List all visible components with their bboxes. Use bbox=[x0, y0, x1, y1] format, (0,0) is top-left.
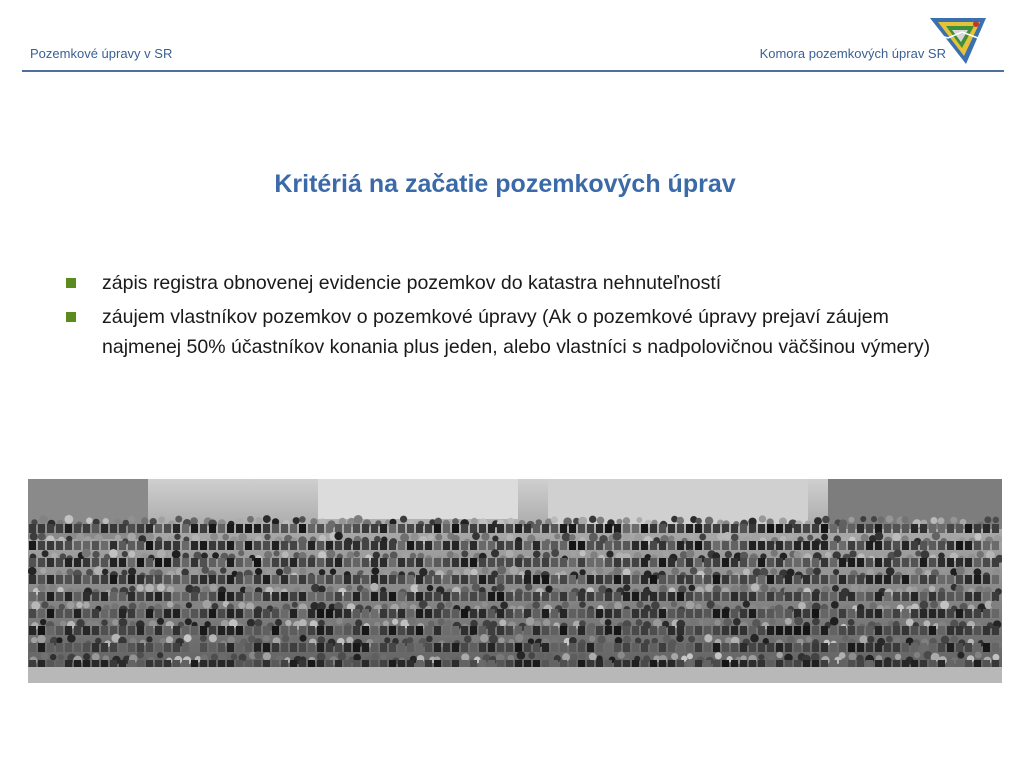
bullet-item bbox=[66, 302, 966, 362]
chamber-logo-icon bbox=[928, 14, 988, 66]
header-right-text: Komora pozemkových úprav SR bbox=[759, 46, 946, 61]
header-left-text: Pozemkové úpravy v SR bbox=[30, 46, 173, 61]
bullet-list bbox=[66, 268, 966, 366]
bullet-text: zápis registra obnovenej evidencie pozemkov do katastra nehnuteľností bbox=[102, 272, 722, 294]
bullet-text: záujem vlastníkov pozemkov o pozemkové úpravy (Ak o pozemkové úpravy prejaví záujem najmenej 50% účastníkov konania plus jeden, alebo vlastníci s nadpolovičnou väčšinou výmery) bbox=[102, 306, 931, 358]
slide-title: Kritériá na začatie pozemkových úprav bbox=[274, 170, 736, 198]
slide-header bbox=[22, 0, 1004, 72]
group-photo-image bbox=[28, 479, 1002, 683]
bullet-item bbox=[66, 268, 966, 298]
square-bullet-icon bbox=[66, 278, 76, 288]
square-bullet-icon bbox=[66, 312, 76, 322]
